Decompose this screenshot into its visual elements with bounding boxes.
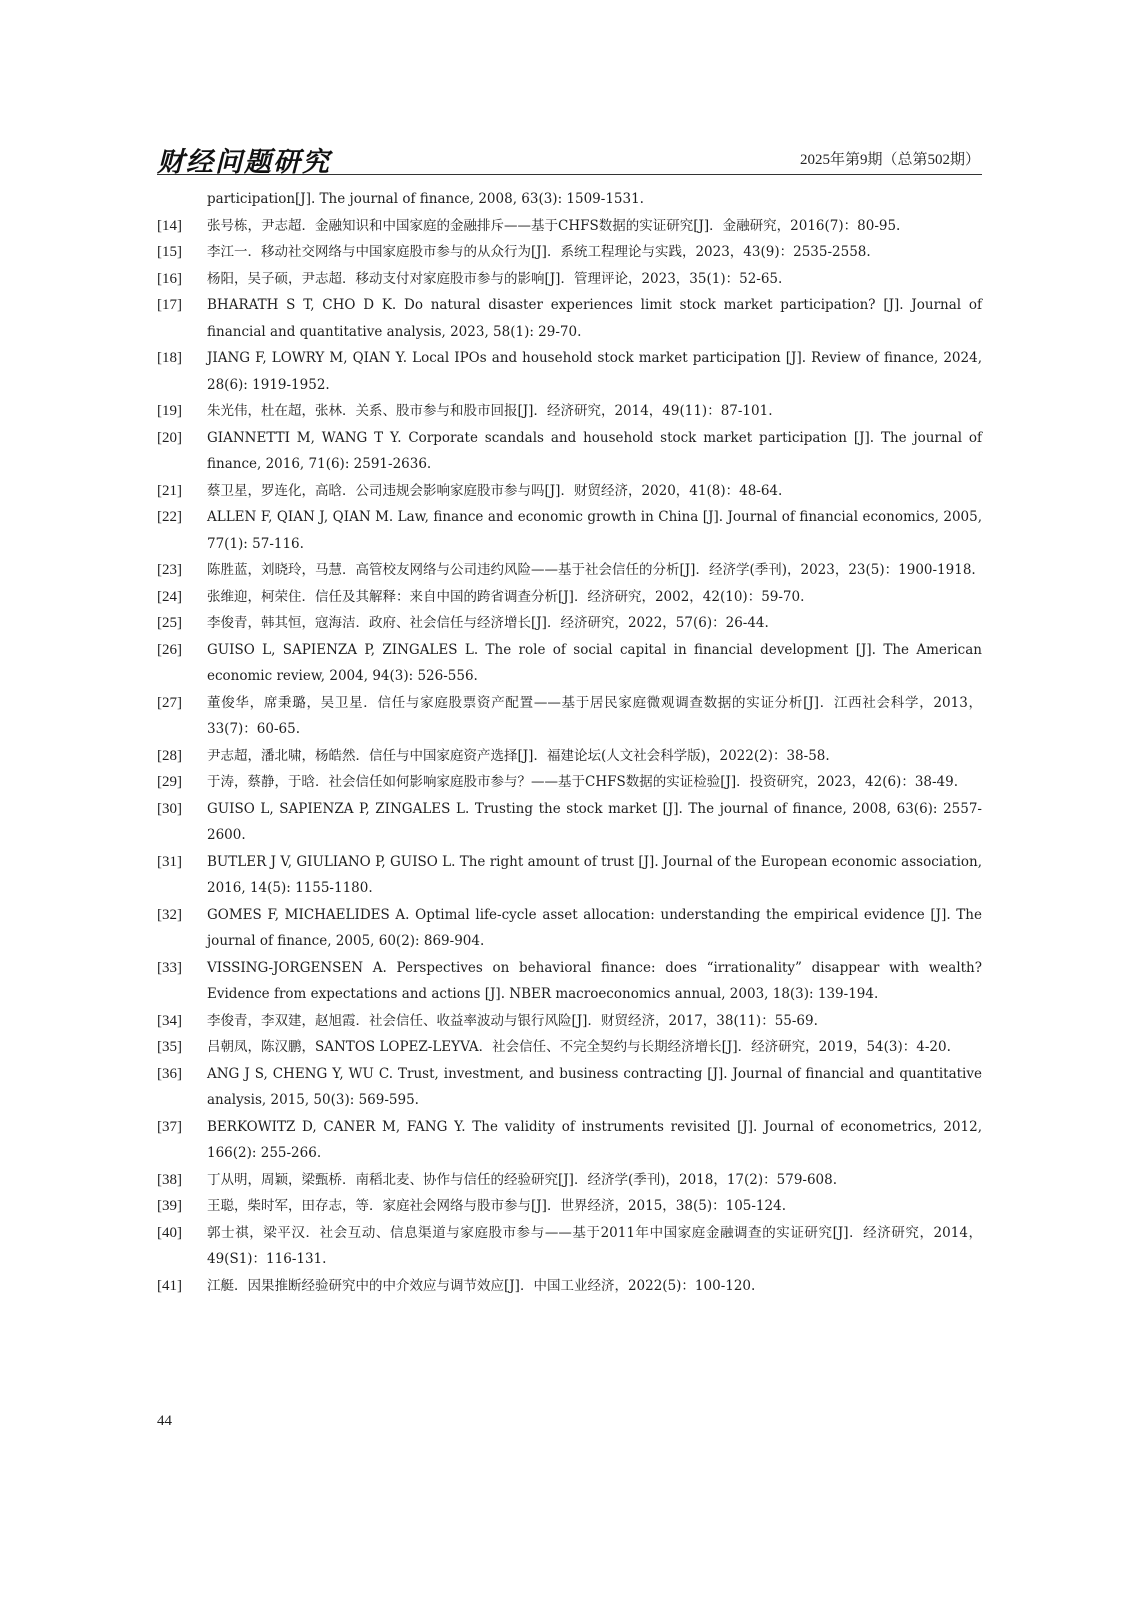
reference-number: [30] bbox=[157, 800, 182, 817]
reference-number: [21] bbox=[157, 482, 182, 499]
reference-text: 江艇．因果推断经验研究中的中介效应与调节效应[J]．中国工业经济，2022(5)：100-120. bbox=[207, 1277, 756, 1294]
reference-item bbox=[157, 584, 982, 611]
issue-info: 2025年第9期（总第502期） bbox=[799, 152, 980, 168]
reference-text: 张维迎，柯荣住．信任及其解释：来自中国的跨省调查分析[J]．经济研究，2002，42(10)：59-70. bbox=[207, 588, 805, 605]
reference-item bbox=[157, 849, 982, 902]
reference-number: [40] bbox=[157, 1224, 182, 1241]
reference-text: 郭士祺，梁平汉．社会互动、信息渠道与家庭股市参与——基于2011年中国家庭金融调查的实证研究[J]．经济研究，2014，49(S1)：116-131. bbox=[207, 1224, 982, 1267]
reference-number: [26] bbox=[157, 641, 182, 658]
reference-item bbox=[157, 478, 982, 505]
reference-item bbox=[157, 1061, 982, 1114]
reference-item bbox=[157, 690, 982, 743]
reference-item bbox=[157, 796, 982, 849]
reference-number: [23] bbox=[157, 562, 182, 578]
reference-item bbox=[157, 425, 982, 478]
reference-item bbox=[157, 398, 982, 425]
reference-item bbox=[157, 637, 982, 690]
reference-text: 丁从明，周颖，梁甄桥．南稻北麦、协作与信任的经验研究[J]．经济学(季刊)，2018，17(2)：579-608. bbox=[207, 1171, 838, 1188]
reference-item bbox=[157, 955, 982, 1008]
reference-item bbox=[157, 1273, 982, 1300]
reference-number: [35] bbox=[157, 1039, 182, 1055]
reference-text: GOMES F, MICHAELIDES A. Optimal life-cycle asset allocation: understanding the empirical evidence [J]. The journal of finance, 2005, 60(2): 869-904. bbox=[207, 906, 982, 949]
reference-item bbox=[157, 902, 982, 955]
reference-text: 王聪，柴时军，田存志，等．家庭社会网络与股市参与[J]．世界经济，2015，38(5)：105-124. bbox=[207, 1198, 786, 1214]
reference-number: [29] bbox=[157, 774, 182, 790]
reference-number: [31] bbox=[157, 853, 182, 870]
reference-number: [24] bbox=[157, 588, 182, 605]
reference-item bbox=[157, 769, 982, 796]
reference-number: [37] bbox=[157, 1118, 182, 1135]
reference-text: GUISO L, SAPIENZA P, ZINGALES L. The role of social capital in financial development [J]. The American economic review, 2004, 94(3): 526-556. bbox=[207, 641, 982, 684]
reference-number: [27] bbox=[157, 694, 182, 711]
reference-item bbox=[157, 239, 982, 266]
reference-text: 杨阳，吴子硕，尹志超．移动支付对家庭股市参与的影响[J]．管理评论，2023，35(1)：52-65. bbox=[207, 270, 783, 287]
reference-text: ALLEN F, QIAN J, QIAN M. Law, finance and economic growth in China [J]. Journal of financial economics, 2005, 77(1): 57-116. bbox=[207, 509, 982, 552]
reference-number: [16] bbox=[157, 270, 182, 287]
reference-number: [25] bbox=[157, 615, 182, 631]
reference-text: ANG J S, CHENG Y, WU C. Trust, investment, and business contracting [J]. Journal of financial and quantitative analysis, 2015, 50(3): 569-595. bbox=[207, 1065, 982, 1108]
reference-text: 董俊华，席秉璐，吴卫星．信任与家庭股票资产配置——基于居民家庭微观调查数据的实证分析[J]．江西社会科学，2013，33(7)：60-65. bbox=[207, 694, 982, 737]
reference-number: [36] bbox=[157, 1065, 182, 1082]
reference-text: participation[J]. The journal of finance, 2008, 63(3): 1509-1531. bbox=[207, 191, 644, 207]
page-header bbox=[157, 140, 982, 178]
reference-number: [20] bbox=[157, 429, 182, 446]
reference-text: 李俊青，韩其恒，寇海洁．政府、社会信任与经济增长[J]．经济研究，2022，57(6)：26-44. bbox=[207, 615, 769, 631]
reference-text: VISSING-JORGENSEN A. Perspectives on behavioral finance: does “irrationality” disappear with wealth? Evidence from expectations and actions [J]. NBER macroeconomics annual, 2003, 18(3): 139-194. bbox=[207, 959, 982, 1002]
reference-item bbox=[157, 1167, 982, 1194]
reference-number: [41] bbox=[157, 1277, 182, 1294]
reference-number: [19] bbox=[157, 403, 182, 419]
reference-item bbox=[157, 292, 982, 345]
reference-item bbox=[157, 266, 982, 293]
reference-number: [38] bbox=[157, 1171, 182, 1188]
reference-number: [33] bbox=[157, 959, 182, 976]
reference-item bbox=[157, 743, 982, 770]
reference-item bbox=[157, 1114, 982, 1167]
reference-item bbox=[157, 1034, 982, 1061]
reference-text: GUISO L, SAPIENZA P, ZINGALES L. Trusting the stock market [J]. The journal of finance, 2008, 63(6): 2557-2600. bbox=[207, 800, 982, 843]
reference-text: 李俊青，李双建，赵旭霞．社会信任、收益率波动与银行风险[J]．财贸经济，2017，38(11)：55-69. bbox=[207, 1012, 818, 1029]
reference-item bbox=[157, 213, 982, 240]
reference-item bbox=[157, 1193, 982, 1220]
reference-number: [18] bbox=[157, 350, 182, 366]
reference-text: 李江一．移动社交网络与中国家庭股市参与的从众行为[J]．系统工程理论与实践，2023，43(9)：2535-2558. bbox=[207, 244, 871, 260]
reference-text: BUTLER J V, GIULIANO P, GUISO L. The right amount of trust [J]. Journal of the European economic association, 2016, 14(5): 1155-1180. bbox=[207, 853, 982, 896]
journal-logo: 财经问题研究 bbox=[157, 147, 331, 178]
reference-text: 于涛，蔡静，于晗．社会信任如何影响家庭股市参与？——基于CHFS数据的实证检验[J]．投资研究，2023，42(6)：38-49. bbox=[207, 774, 959, 790]
reference-text: BERKOWITZ D, CANER M, FANG Y. The validity of instruments revisited [J]. Journal of econometrics, 2012, 166(2): 255-266. bbox=[207, 1118, 982, 1161]
reference-text: GIANNETTI M, WANG T Y. Corporate scandals and household stock market participation [J]. The journal of finance, 2016, 71(6): 2591-2636. bbox=[207, 429, 982, 472]
reference-text: JIANG F, LOWRY M, QIAN Y. Local IPOs and household stock market participation [J]. Review of finance, 2024, 28(6): 1919-1952. bbox=[207, 350, 982, 393]
reference-item bbox=[157, 557, 982, 584]
reference-number: [32] bbox=[157, 906, 182, 923]
reference-item bbox=[157, 610, 982, 637]
reference-text: 张号栋，尹志超．金融知识和中国家庭的金融排斥——基于CHFS数据的实证研究[J]．金融研究，2016(7)：80-95. bbox=[207, 217, 901, 234]
reference-number: [22] bbox=[157, 509, 182, 525]
reference-text: 尹志超，潘北啸，杨皓然．信任与中国家庭资产选择[J]．福建论坛(人文社会科学版)，2022(2)：38-58. bbox=[207, 747, 830, 764]
reference-text: 陈胜蓝，刘晓玲，马慧．高管校友网络与公司违约风险——基于社会信任的分析[J]．经济学(季刊)，2023，23(5)：1900-1918. bbox=[207, 562, 976, 578]
reference-item bbox=[157, 1008, 982, 1035]
reference-item bbox=[157, 186, 982, 213]
reference-list bbox=[157, 186, 982, 1299]
reference-text: 蔡卫星，罗连化，高晗．公司违规会影响家庭股市参与吗[J]．财贸经济，2020，41(8)：48-64. bbox=[207, 482, 783, 499]
reference-item bbox=[157, 1220, 982, 1273]
reference-number: [17] bbox=[157, 297, 182, 313]
reference-item bbox=[157, 504, 982, 557]
page-number: 44 bbox=[157, 1413, 172, 1429]
reference-number: [14] bbox=[157, 217, 182, 234]
reference-number: [34] bbox=[157, 1012, 182, 1029]
reference-text: 朱光伟，杜在超，张林．关系、股市参与和股市回报[J]．经济研究，2014，49(11)：87-101. bbox=[207, 403, 773, 419]
reference-number: [39] bbox=[157, 1198, 182, 1214]
reference-number: [15] bbox=[157, 244, 182, 260]
reference-text: 吕朝凤，陈汉鹏，SANTOS LOPEZ-LEYVA．社会信任、不完全契约与长期经济增长[J]．经济研究，2019，54(3)：4-20. bbox=[207, 1039, 951, 1055]
reference-number: [28] bbox=[157, 747, 182, 764]
reference-item bbox=[157, 345, 982, 398]
reference-text: BHARATH S T, CHO D K. Do natural disaster experiences limit stock market participation? [J]. Journal of financial and quantitative analysis, 2023, 58(1): 29-70. bbox=[207, 297, 982, 340]
